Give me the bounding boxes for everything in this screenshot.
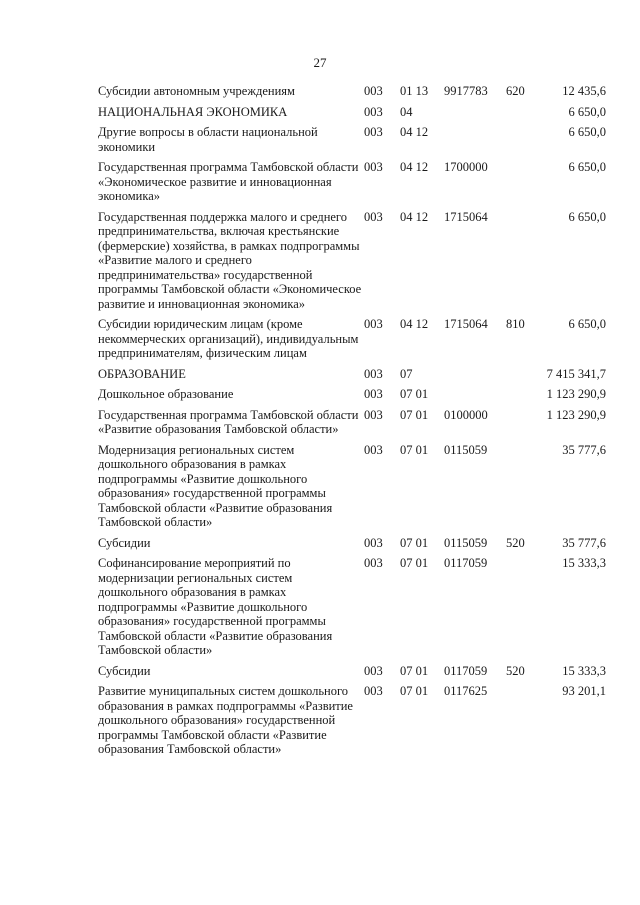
- row-amount: 6 650,0: [568, 209, 606, 224]
- row-name: Софинансирование мероприятий по модернизации региональных систем дошкольного образования в рамках подпрограммы «Развитие дошкольного образования» государственной программы Тамбовской области «Развитие образования Тамбовской области»: [98, 556, 333, 657]
- row-target-code: 0115059: [444, 442, 488, 457]
- table-row: [98, 684, 606, 757]
- row-ministry-code: 003: [364, 209, 383, 224]
- row-type-code: [506, 160, 540, 210]
- row-target-code: 0100000: [444, 407, 488, 422]
- row-amount: 6 650,0: [568, 317, 606, 331]
- table-row: [98, 387, 606, 408]
- row-ministry-code: 003: [364, 317, 383, 331]
- row-section-code: 07: [400, 366, 413, 381]
- row-section-code: 07 01: [400, 535, 429, 550]
- row-section-code: 07 01: [400, 684, 429, 698]
- row-name: ОБРАЗОВАНИЕ: [98, 366, 186, 381]
- row-name: Модернизация региональных систем дошкольного образования в рамках подпрограммы «Развитие дошкольного образования» государственной программы Тамбовской области «Развитие образования Тамбовской области»: [98, 442, 333, 529]
- row-ministry-code: 003: [364, 535, 383, 550]
- row-ministry-code: 003: [364, 663, 383, 678]
- table-row: [98, 556, 606, 664]
- row-type-code: 520: [506, 535, 525, 550]
- row-ministry-code: 003: [364, 684, 383, 698]
- row-type-code: [506, 210, 540, 318]
- row-ministry-code: 003: [364, 442, 383, 457]
- row-target-code: [444, 367, 506, 388]
- row-type-code: 810: [506, 317, 525, 331]
- row-target-code: 9917783: [444, 84, 488, 98]
- row-section-code: 04 12: [400, 160, 429, 174]
- row-name: Субсидии: [98, 535, 151, 550]
- row-ministry-code: 003: [364, 556, 383, 570]
- row-section-code: 07 01: [400, 663, 429, 678]
- row-amount: 7 415 341,7: [546, 366, 606, 381]
- table-row: [98, 84, 606, 105]
- row-type-code: [506, 125, 540, 160]
- row-amount: 6 650,0: [568, 104, 606, 119]
- row-type-code: [506, 443, 540, 536]
- row-target-code: [444, 105, 506, 126]
- budget-table: [98, 84, 606, 757]
- row-type-code: 620: [506, 84, 525, 98]
- row-section-code: 04 12: [400, 125, 429, 139]
- row-amount: 1 123 290,9: [546, 387, 606, 401]
- table-row: [98, 125, 606, 160]
- row-target-code: [444, 125, 506, 160]
- row-name: Субсидии автономным учреждениям: [98, 84, 295, 98]
- row-ministry-code: 003: [364, 125, 383, 139]
- row-target-code: 1700000: [444, 160, 488, 174]
- table-row: [98, 664, 606, 685]
- row-ministry-code: 003: [364, 160, 383, 174]
- row-target-code: 0115059: [444, 535, 488, 550]
- row-amount: 6 650,0: [568, 160, 606, 174]
- row-ministry-code: 003: [364, 104, 383, 119]
- row-amount: 12 435,6: [562, 84, 606, 98]
- row-target-code: 0117059: [444, 556, 488, 570]
- row-target-code: 0117625: [444, 684, 488, 698]
- row-section-code: 07 01: [400, 387, 429, 401]
- row-target-code: [444, 387, 506, 408]
- row-name: Субсидии: [98, 663, 151, 678]
- table-row: [98, 536, 606, 557]
- row-name: Субсидии юридическим лицам (кроме некоммерческих организаций), индивидуальным предпринимателям, физическим лицам: [98, 317, 359, 360]
- row-section-code: 04 12: [400, 317, 429, 331]
- row-target-code: 1715064: [444, 317, 488, 331]
- row-type-code: 520: [506, 663, 525, 678]
- row-type-code: [506, 408, 540, 443]
- row-ministry-code: 003: [364, 407, 383, 422]
- row-section-code: 07 01: [400, 407, 429, 422]
- row-type-code: [506, 105, 540, 126]
- table-row: [98, 210, 606, 318]
- row-name: НАЦИОНАЛЬНАЯ ЭКОНОМИКА: [98, 104, 288, 119]
- row-amount: 35 777,6: [562, 535, 606, 550]
- row-amount: 15 333,3: [562, 556, 606, 570]
- row-name: Развитие муниципальных систем дошкольного образования в рамках подпрограммы «Развитие дошкольного образования» государственной программы Тамбовской области «Развитие образования Тамбовской области»: [98, 684, 353, 756]
- row-type-code: [506, 367, 540, 388]
- table-row: [98, 443, 606, 536]
- row-amount: 35 777,6: [562, 442, 606, 457]
- table-row: [98, 160, 606, 210]
- row-ministry-code: 003: [364, 366, 383, 381]
- row-amount: 15 333,3: [562, 663, 606, 678]
- row-target-code: 1715064: [444, 209, 488, 224]
- page-number: 27: [313, 55, 327, 70]
- row-amount: 93 201,1: [562, 684, 606, 698]
- row-type-code: [506, 556, 540, 664]
- row-name: Государственная программа Тамбовской области «Экономическое развитие и инновационная экономика»: [98, 160, 359, 203]
- row-amount: 6 650,0: [568, 125, 606, 139]
- row-section-code: 07 01: [400, 442, 429, 457]
- row-type-code: [506, 387, 540, 408]
- row-name: Дошкольное образование: [98, 387, 234, 401]
- row-name: Государственная программа Тамбовской области «Развитие образования Тамбовской области»: [98, 407, 359, 436]
- table-row: [98, 317, 606, 367]
- row-ministry-code: 003: [364, 84, 383, 98]
- table-row: [98, 105, 606, 126]
- row-name: Государственная поддержка малого и среднего предпринимательства, включая крестьянские (фермерские) хозяйства, в рамках подпрограммы «Развитие малого и среднего предпринимательства» государственной программы Тамбовской области «Экономическое развитие и инновационная экономика»: [98, 209, 362, 311]
- row-section-code: 01 13: [400, 84, 429, 98]
- row-amount: 1 123 290,9: [546, 407, 606, 422]
- row-section-code: 07 01: [400, 556, 429, 570]
- row-section-code: 04: [400, 104, 413, 119]
- table-row: [98, 408, 606, 443]
- row-type-code: [506, 684, 540, 757]
- row-section-code: 04 12: [400, 209, 429, 224]
- row-ministry-code: 003: [364, 387, 383, 401]
- row-target-code: 0117059: [444, 663, 488, 678]
- table-row: [98, 367, 606, 388]
- row-name: Другие вопросы в области национальной экономики: [98, 125, 318, 154]
